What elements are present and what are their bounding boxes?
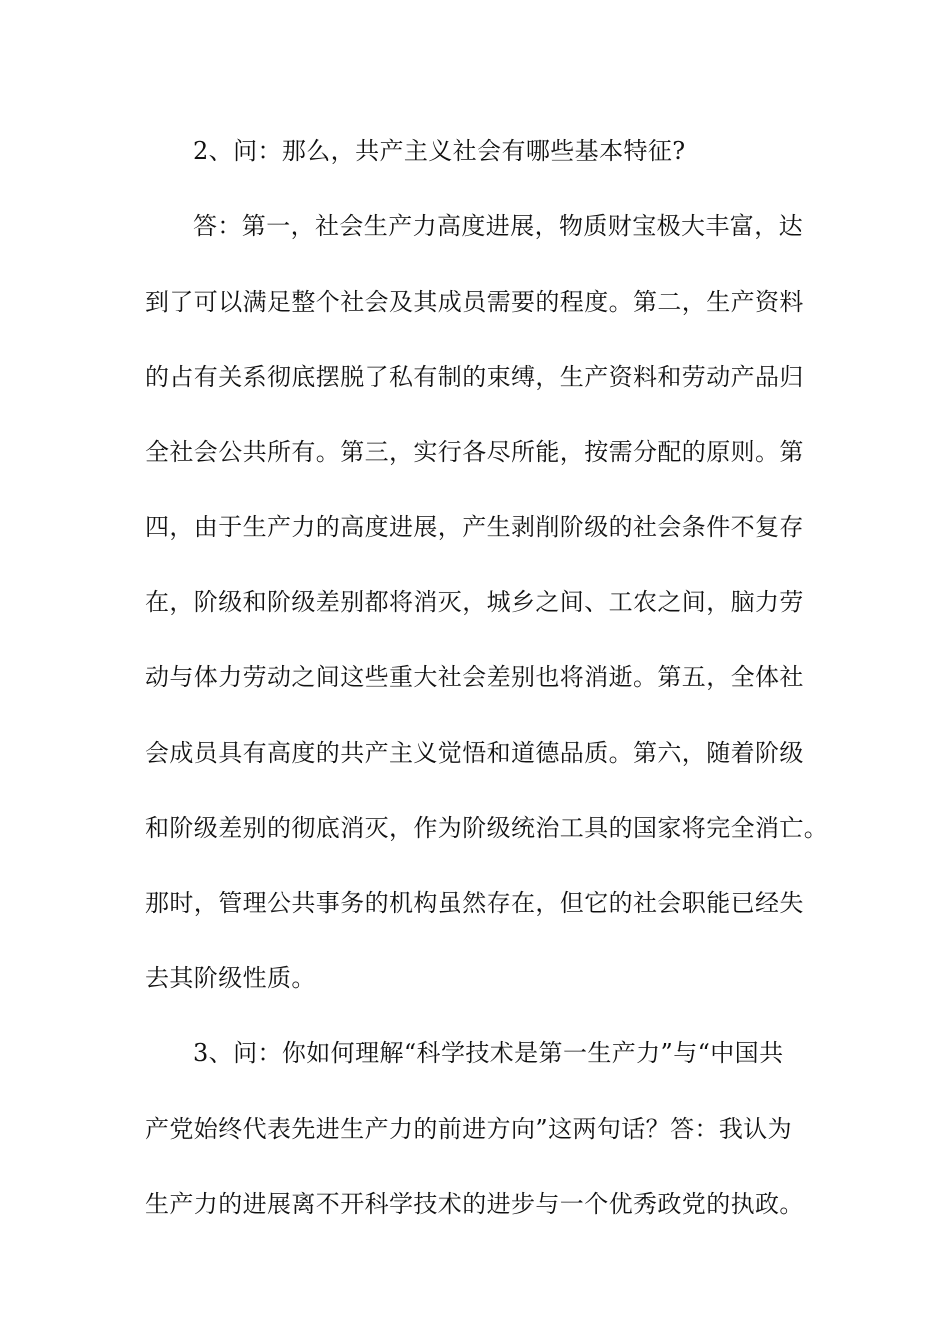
answer-2-line-11: 去其阶级性质。 bbox=[145, 964, 316, 992]
answer-2-line-9: 和阶级差别的彻底消灭，作为阶级统治工具的国家将完全消亡。 bbox=[145, 814, 829, 842]
answer-2-line-4: 全社会公共所有。第三，实行各尽所能，按需分配的原则。第 bbox=[145, 438, 804, 466]
answer-2-line-3: 的占有关系彻底摆脱了私有制的束缚，生产资料和劳动产品归 bbox=[145, 363, 804, 391]
question-3-line-2: 产党始终代表先进生产力的前进方向”这两句话？答：我认为 bbox=[145, 1115, 793, 1143]
answer-2-line-8: 会成员具有高度的共产主义觉悟和道德品质。第六，随着阶级 bbox=[145, 739, 804, 767]
answer-2-line-2: 到了可以满足整个社会及其成员需要的程度。第二，生产资料 bbox=[145, 288, 804, 316]
answer-3-line-1: 生产力的进展离不开科学技术的进步与一个优秀政党的执政。 bbox=[145, 1190, 804, 1218]
question-3-line-1: 3、问：你如何理解“科学技术是第一生产力”与“中国共 bbox=[193, 1039, 784, 1067]
answer-2-line-1: 答：第一，社会生产力高度进展，物质财宝极大丰富，达 bbox=[193, 212, 803, 240]
question-2-line: 2、问：那么，共产主义社会有哪些基本特征? bbox=[193, 137, 686, 165]
answer-2-line-10: 那时，管理公共事务的机构虽然存在，但它的社会职能已经失 bbox=[145, 889, 804, 917]
answer-2-line-5: 四，由于生产力的高度进展，产生剥削阶级的社会条件不复存 bbox=[145, 513, 804, 541]
answer-2-line-7: 动与体力劳动之间这些重大社会差别也将消逝。第五，全体社 bbox=[145, 663, 804, 691]
answer-2-line-6: 在，阶级和阶级差别都将消灭，城乡之间、工农之间，脑力劳 bbox=[145, 588, 804, 616]
